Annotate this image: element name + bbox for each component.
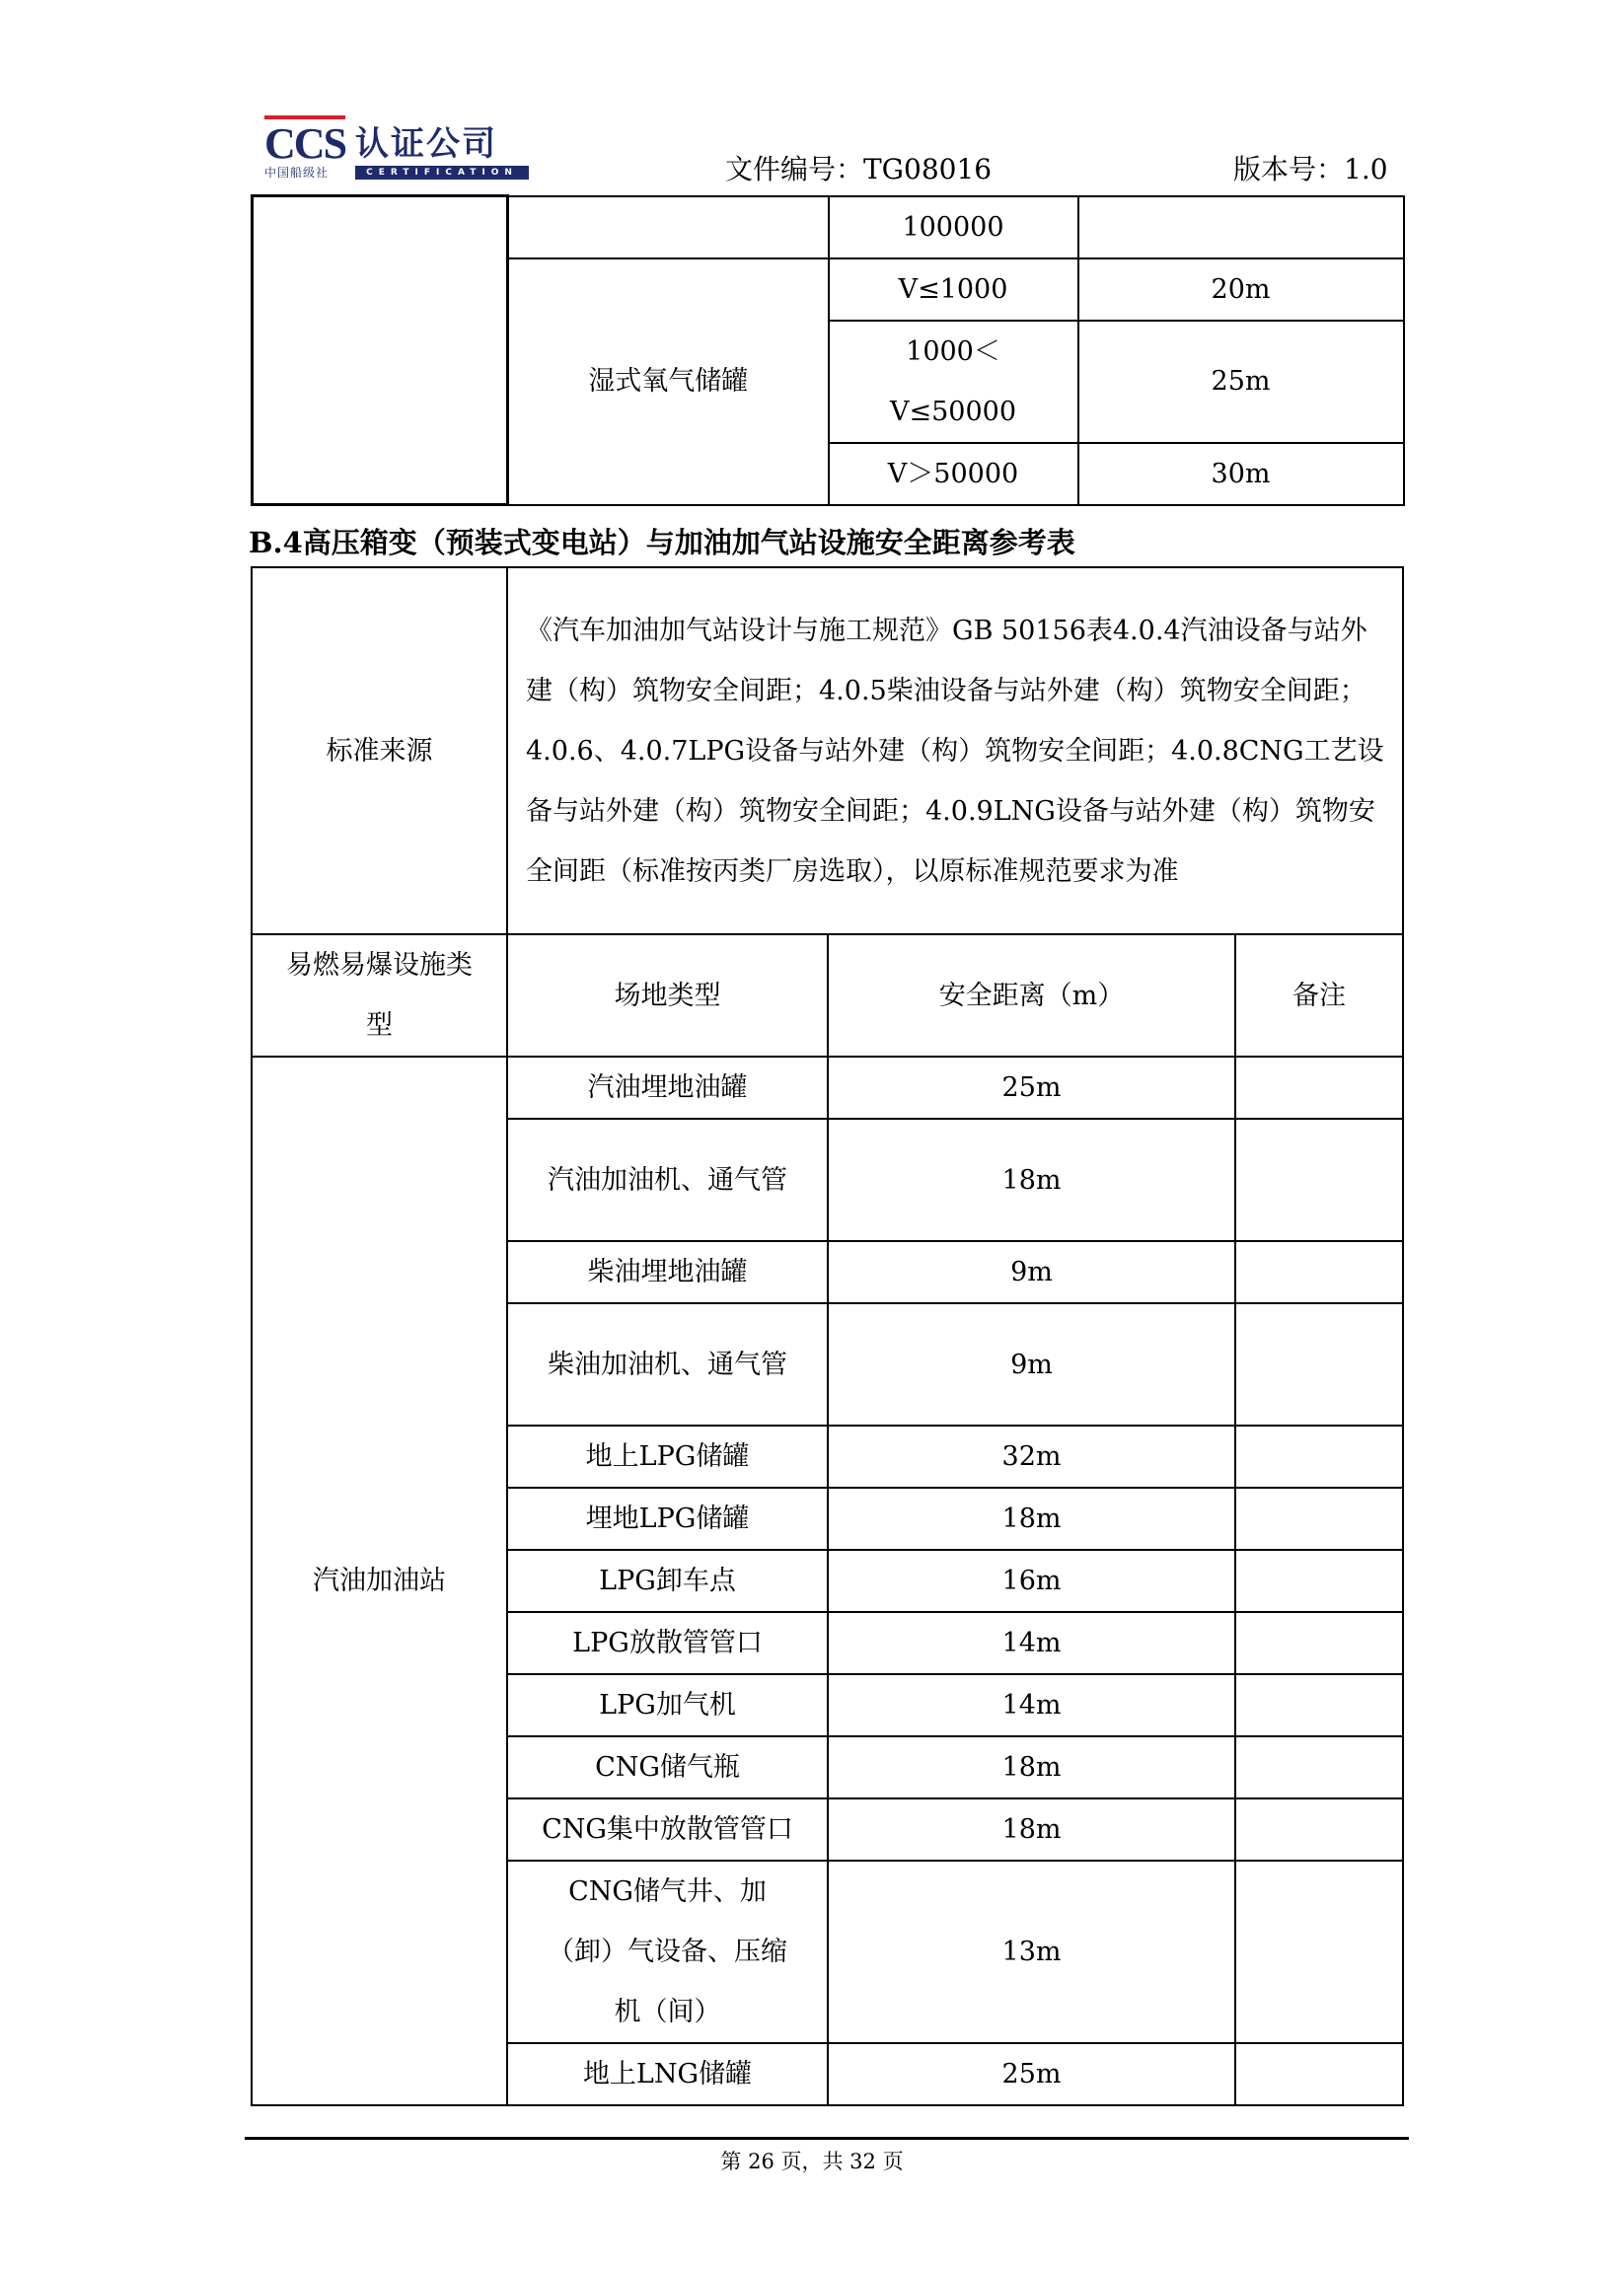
note-cell [1235, 1241, 1403, 1303]
source-row [252, 567, 1403, 934]
distance-cell: 14m [828, 1612, 1235, 1674]
site-cell [507, 1861, 828, 2043]
distance-cell: 18m [828, 1119, 1235, 1241]
range-cell: V＞50000 [829, 443, 1078, 505]
logo-company-name: 认证公司 [355, 124, 497, 164]
distance-cell: 18m [828, 1736, 1235, 1798]
distance-cell: 30m [1078, 443, 1404, 505]
table-row [252, 1057, 1403, 1119]
site-cell [507, 1119, 828, 1241]
distance-cell: 20m [1078, 258, 1404, 321]
site-cell: 地上LPG储罐 [507, 1426, 828, 1488]
logo-ccs-mark [264, 119, 346, 168]
site-cell: 汽油埋地油罐 [507, 1057, 828, 1119]
distance-cell: 14m [828, 1674, 1235, 1736]
distance-cell [1078, 196, 1404, 258]
header-facility-type-text: 易燃易爆设施类型 [286, 950, 473, 1041]
header-notes: 备注 [1235, 934, 1403, 1057]
page-number: 第 26 页，共 32 页 [720, 2150, 904, 2173]
source-label-cell: 标准来源 [252, 567, 507, 934]
logo-sub-en: CERTIFICATION [355, 166, 529, 180]
table-row [253, 196, 1404, 258]
note-cell [1235, 1550, 1403, 1612]
site-cell: CNG集中放散管管口 [507, 1798, 828, 1861]
continued-table [251, 194, 1405, 506]
company-logo [264, 119, 537, 182]
site-text: CNG储气井、加（卸）气设备、压缩机（间） [548, 1876, 787, 2027]
logo-sub-cn: 中国船级社 [264, 166, 330, 180]
range-text: 1000＜V≤50000 [889, 335, 1016, 427]
site-cell: LPG卸车点 [507, 1550, 828, 1612]
empty-name-cell [508, 196, 829, 258]
note-cell [1235, 1612, 1403, 1674]
distance-cell: 25m [828, 1057, 1235, 1119]
logo-letter: C [264, 115, 294, 168]
note-cell [1235, 1798, 1403, 1861]
site-cell: 埋地LPG储罐 [507, 1488, 828, 1550]
logo-letter: C [294, 115, 324, 168]
site-cell: 柴油埋地油罐 [507, 1241, 828, 1303]
range-cell: 100000 [829, 196, 1078, 258]
distance-cell: 18m [828, 1488, 1235, 1550]
site-cell: 地上LNG储罐 [507, 2043, 828, 2105]
logo-letter: S [324, 115, 345, 168]
range-cell [829, 321, 1078, 443]
site-cell: LPG加气机 [507, 1674, 828, 1736]
distance-cell: 18m [828, 1798, 1235, 1861]
note-cell [1235, 1488, 1403, 1550]
distance-cell: 25m [1078, 321, 1404, 443]
footer-divider [245, 2137, 1409, 2140]
note-cell [1235, 1426, 1403, 1488]
header-safety-distance: 安全距离（m） [828, 934, 1235, 1057]
logo-ccs-text [264, 115, 345, 168]
distance-cell: 9m [828, 1241, 1235, 1303]
source-text-cell: 《汽车加油加气站设计与施工规范》GB 50156表4.0.4汽油设备与站外建（构）筑物安全间距；4.0.5柴油设备与站外建（构）筑物安全间距；4.0.6、4.0.7LPG设备与站外建（构）筑物安全间距；4.0.8CNG工艺设备与站外建（构）筑物安全间距；4.0.9LNG设备与站外建（构）筑物安全间距（标准按丙类厂房选取），以原标准规范要求为准 [507, 567, 1403, 934]
note-cell [1235, 1303, 1403, 1426]
tank-name-cell: 湿式氧气储罐 [508, 258, 829, 505]
distance-cell: 9m [828, 1303, 1235, 1426]
distance-cell: 16m [828, 1550, 1235, 1612]
header-facility-type [252, 934, 507, 1057]
site-text: 汽油加油机、通气管 [548, 1164, 787, 1196]
note-cell [1235, 1057, 1403, 1119]
group-label-cell: 汽油加油站 [252, 1057, 507, 2105]
note-cell [1235, 1674, 1403, 1736]
distance-cell: 32m [828, 1426, 1235, 1488]
distance-cell: 13m [828, 1861, 1235, 2043]
site-cell [507, 1303, 828, 1426]
site-text: 柴油加油机、通气管 [548, 1349, 787, 1380]
header-row [252, 934, 1403, 1057]
note-cell [1235, 1119, 1403, 1241]
note-cell [1235, 1861, 1403, 2043]
range-cell: V≤1000 [829, 258, 1078, 321]
safety-distance-table [251, 566, 1404, 2106]
note-cell [1235, 2043, 1403, 2105]
site-cell: LPG放散管管口 [507, 1612, 828, 1674]
header-site-type: 场地类型 [507, 934, 828, 1057]
note-cell [1235, 1736, 1403, 1798]
empty-category-cell [253, 196, 508, 505]
section-title: B.4高压箱变（预装式变电站）与加油加气站设施安全距离参考表 [249, 526, 1075, 559]
distance-cell: 25m [828, 2043, 1235, 2105]
version-number: 版本号：1.0 [1233, 153, 1388, 185]
site-cell: CNG储气瓶 [507, 1736, 828, 1798]
document-number: 文件编号：TG08016 [725, 153, 993, 185]
